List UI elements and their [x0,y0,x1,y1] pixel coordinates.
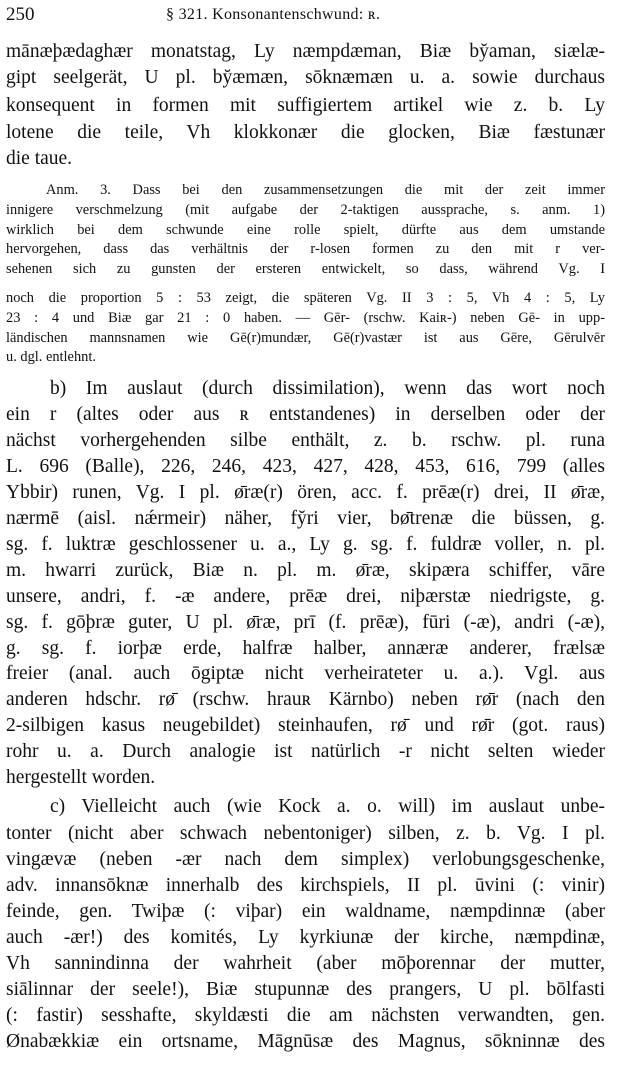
text-line: lotene die teile, Vh klokkonær die glocken, Biæ fæstunær [6,122,605,143]
text-line: unsere, andri, f. -æ andere, prēæ drei, niþærstæ niedrigste, g. [6,586,605,607]
text-line: gipt seelgerät, U pl. by̆æmæn, sōknæmæn u. a. sowie durchaus [6,67,605,88]
text-line: 2-silbigen kasus neugebildet) steinhaufen, rø̄ und rø̄r (got. raus) [6,715,605,736]
running-head: § 321. Konsonantenschwund: ʀ. [166,6,381,23]
text-line: freier (anal. auch ōgiptæ nicht verheirateter u. a.). Vgl. aus [6,663,605,684]
text-line: auch -ær!) des komités, Ly kyrkiunæ der kirche, næmpdinæ, [6,927,605,948]
text-line: rohr u. a. Durch analogie ist natürlich -r nicht selten wieder [6,741,605,762]
note-line: 23 : 4 und Biæ gar 21 : 0 haben. — Gēr- (rschw. Kaiʀ-) neben Gē- in upp- [6,310,605,326]
text-line: adv. innansōknæ innerhalb des kirchspiels, II pl. ūvini (: vinir) [6,875,605,896]
text-line: siālinnar der seele!), Biæ stupunnæ des prangers, U pl. bōlfasti [6,979,605,1000]
text-line: anderen hdschr. rø̄ (rschw. hrauʀ Kärnbo) neben rø̄r (nach den [6,689,605,710]
text-line: nærmē (aisl. nǽrmeir) näher, fy̆ri vier, bø̄trenæ die büssen, g. [6,508,605,529]
note-line: hervorgehen, dass das verhältnis der r-losen formen zu den mit r ver- [6,241,605,257]
text-line: ein r (altes oder aus ʀ entstandenes) in derselben oder der [6,404,605,425]
text-line: vingævæ (neben -ær nach dem simplex) verlobungsgeschenke, [6,849,605,870]
page-number: 250 [6,4,35,25]
text-line: m. hwarri zurück, Biæ n. pl. m. ø̄ræ, skipæra schiffer, vāre [6,560,605,581]
note-line: Anm. 3. Dass bei den zusammensetzungen die mit der zeit immer [46,182,605,198]
note-line: u. dgl. entlehnt. [6,349,96,365]
text-line: die taue. [6,148,73,169]
text-line: sg. f. gōþræ guter, U pl. ø̄ræ, prī (f. prēæ), fūri (-æ), andri (-æ), [6,612,605,633]
text-line: Ybbir) runen, Vg. I pl. ø̄ræ(r) ören, acc. f. prēæ(r) drei, II ø̄ræ, [6,482,605,503]
text-line: (: fastir) sesshafte, skyldæsti die am nächsten verwandten, gen. [6,1005,605,1026]
text-line: L. 696 (Balle), 226, 246, 423, 427, 428, 453, 616, 799 (alles [6,456,605,477]
text-line: b) Im auslaut (durch dissimilation), wenn das wort noch [50,378,605,399]
text-line: konsequent in formen mit suffigiertem artikel wie z. b. Ly [6,95,605,116]
text-line: tonter (nicht aber schwach nebentoniger) silben, z. b. Vg. I pl. [6,823,605,844]
note-line: ländischen mannsnamen wie Gē(r)mundær, Gē(r)vastær ist aus Gēre, Gērulvēr [6,330,605,346]
note-line: wirklich bei dem schwunde eine rolle spielt, dürfte aus dem umstande [6,222,605,238]
text-line: nächst vorhergehenden silbe enthält, z. b. rschw. pl. runa [6,430,605,451]
page-header [6,4,606,28]
text-line: sg. f. luktræ geschlossener u. a., Ly g. sg. f. fuldræ voller, n. pl. [6,534,605,555]
note-line: innigere verschmelzung (mit aufgabe der 2-taktigen aussprache, s. anm. 1) [6,202,605,218]
text-line: mānæþædaghær monatstag, Ly næmpdæman, Biæ by̆aman, siælæ- [6,41,605,62]
text-line: feinde, gen. Twiþæ (: viþar) ein waldname, næmpdinnæ (aber [6,901,605,922]
text-line: Ønabækkiæ ein ortsname, Māgnūsæ des Magnus, sōkninnæ des [6,1031,605,1052]
text-line: g. sg. f. iorþæ erde, halfræ halber, annæræ anderer, frælsæ [6,638,605,659]
text-line: Vh sannindinna der wahrheit (aber mōþorennar der mutter, [6,953,605,974]
note-line: sehenen sich zu gunsten der ersteren entwickelt, so dass, während Vg. I [6,261,605,277]
note-line: noch die proportion 5 : 53 zeigt, die späteren Vg. II 3 : 5, Vh 4 : 5, Ly [6,290,605,306]
text-line: hergestellt worden. [6,767,156,788]
text-line: c) Vielleicht auch (wie Kock a. o. will) im auslaut unbe- [50,796,605,817]
